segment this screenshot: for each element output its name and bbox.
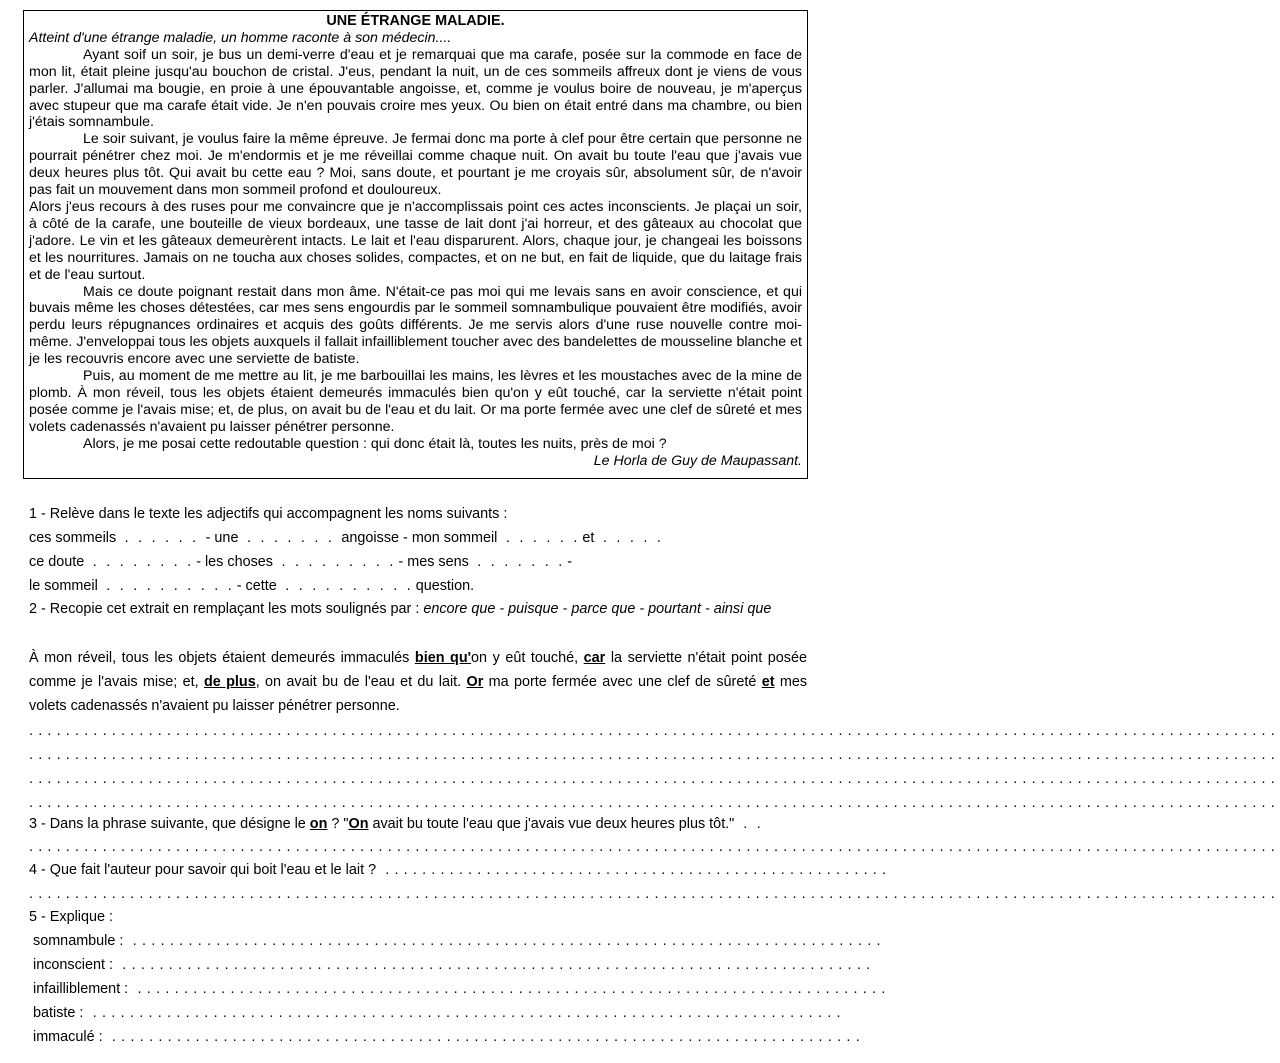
answer-blank[interactable]: ................................................................................. [128, 981, 891, 997]
answer-line[interactable]: ........................................................................................................................................ [29, 771, 1280, 787]
question-2-prompt: 2 - Recopie cet extrait en remplaçant les mots soulignés par : encore que - puisque - parce que - pourtant - ainsi que [29, 601, 772, 617]
underlined-word: de plus [203, 674, 256, 690]
answer-blank[interactable]: . . [734, 816, 762, 832]
answer-blank[interactable]: . . . . . [598, 530, 666, 546]
question-5-prompt: 5 - Explique : [29, 909, 113, 925]
answer-blank[interactable]: ................................................................................. [83, 1005, 846, 1021]
noun-label: - [567, 554, 573, 570]
passage-paragraph: Mais ce doute poignant restait dans mon âme. N'était-ce pas moi qui me levais sans en avoir conscience, et qui buvais même les choses détestées, car mes sens engourdis par le sommeil somnambulique pouvaient être modifiés, avoir perdu leurs répugnances ordinaires et acquis des goûts différents. Je me servis alors d'une ruse nouvelle contre moi-même. J'enveloppai tous les objets auxquels il fallait infailliblement toucher avec des bandelettes de mousseline blanche et je les recouvris encore avec une serviette de batiste. [29, 283, 802, 368]
noun-label: angoisse - mon sommeil [341, 530, 498, 546]
question-1-line-1 [29, 529, 807, 547]
vocab-term: batiste : [33, 1005, 84, 1021]
answer-blank[interactable]: ................................................................................. [102, 1029, 866, 1045]
underlined-word: bien qu' [414, 650, 472, 666]
answer-blank[interactable]: . . . . . . . . . . [280, 578, 416, 594]
noun-label: question. [415, 578, 475, 594]
question-1-line-2 [29, 553, 807, 571]
vocab-term: infailliblement : [33, 981, 129, 997]
reading-passage-box [23, 10, 808, 479]
vocab-item [33, 1028, 866, 1046]
underlined-word: car [583, 650, 606, 666]
passage-source: Le Horla de Guy de Maupassant. [593, 452, 802, 469]
passage-paragraph: Ayant soif un soir, je bus un demi-verre d'eau et je remarquai que ma carafe, posée sur la commode en face de mon lit, était pleine jusqu'au bouchon de cristal. J'eus, pendant la nuit, un de ces sommeils affreux dont je viens de vous parler. J'allumai ma bougie, en proie à une épouvantable angoisse, et, comme je voulus boire de nouveau, je m'aperçus avec stupeur que ma carafe était vide. Je n'en pouvais croire mes yeux. Ou bien on était entré dans ma chambre, ou bien j'étais somnambule. [29, 46, 802, 131]
noun-label: - les choses [196, 554, 273, 570]
vocab-item [33, 980, 891, 998]
answer-line[interactable]: ........................................................................................................................................ [29, 839, 1280, 855]
answer-blank[interactable]: ................................................................................. [123, 933, 886, 949]
passage-title: UNE ÉTRANGE MALADIE. [326, 13, 505, 29]
vocab-term: immaculé : [33, 1029, 103, 1045]
passage-paragraph: Le soir suivant, je voulus faire la même épreuve. Je fermai donc ma porte à clef pour être certain que personne ne pourrait pénétrer chez moi. Je m'endormis et je me réveillai comme chaque nuit. On avait bu toute l'eau que j'avais vue deux heures plus tôt. Qui avait bu cette eau ? Moi, sans doute, et pourtant je me croyais sûr, absolument sûr, de n'avoir pas fait un mouvement dans mon sommeil profond et douloureux. [29, 131, 802, 199]
answer-line[interactable]: ........................................................................................................................................ [29, 886, 1280, 902]
vocab-term: somnambule : [33, 933, 124, 949]
answer-blank[interactable]: . . . . . . [501, 530, 583, 546]
noun-label: - une [205, 530, 239, 546]
question-3-prompt: 3 - Dans la phrase suivante, que désigne le on ? "On avait bu toute l'eau que j'avais vue deux heures plus tôt." . . [29, 816, 762, 832]
replacement-words: encore que - puisque - parce que - pourtant - ainsi que [423, 601, 772, 617]
answer-blank[interactable]: ................................................................................. [113, 957, 876, 973]
answer-blank[interactable]: ....................................................... [376, 862, 892, 878]
passage-intro: Atteint d'une étrange maladie, un homme raconte à son médecin.... [29, 29, 452, 46]
answer-blank[interactable]: . . . . . . . [472, 554, 568, 570]
vocab-term: inconscient : [33, 957, 113, 973]
answer-blank[interactable]: . . . . . . [120, 530, 206, 546]
question-1-line-3 [29, 577, 807, 595]
answer-line[interactable]: ........................................................................................................................................ [29, 723, 1280, 739]
passage-paragraph: Alors, je me posai cette redoutable question : qui donc était là, toutes les nuits, près de moi ? [83, 435, 667, 452]
question-1-prompt: 1 - Relève dans le texte les adjectifs qui accompagnent les noms suivants : [29, 506, 508, 522]
answer-blank[interactable]: . . . . . . . . . . [101, 578, 237, 594]
underlined-word: on [309, 816, 328, 832]
noun-label: et [582, 530, 595, 546]
underlined-word: et [761, 674, 775, 690]
answer-blank[interactable]: . . . . . . . [242, 530, 342, 546]
answer-blank[interactable]: . . . . . . . . . [276, 554, 399, 570]
underlined-word: On [348, 816, 369, 832]
question-4-prompt: 4 - Que fait l'auteur pour savoir qui boit l'eau et le lait ? ....................................................... [29, 862, 892, 878]
vocab-item [33, 932, 886, 950]
vocab-item [33, 1004, 846, 1022]
question-2-extract: À mon réveil, tous les objets étaient demeurés immaculés bien qu'on y eût touché, car la serviette n'était point posée comme je l'avais mise; et, de plus, on avait bu de l'eau et du lait. Or ma porte fermée avec une clef de sûreté et mes volets cadenassés n'avaient pu laisser pénétrer personne. [29, 650, 808, 714]
underlined-word: Or [466, 674, 484, 690]
vocab-item [33, 956, 876, 974]
answer-line[interactable]: ........................................................................................................................................ [29, 795, 1280, 811]
passage-paragraph: Alors j'eus recours à des ruses pour me convaincre que je n'accomplissais point ces actes inconscients. Je plaçai un soir, à côté de la carafe, une bouteille de vieux bordeaux, une tasse de lait dont j'ai horreur, et des gâteaux au chocolat que j'adore. Le vin et les gâteaux demeurèrent intacts. Le lait et l'eau disparurent. Alors, chaque jour, je changeai les boissons et les nourritures. Jamais on ne toucha aux choses solides, compactes, et on ne but, en fait de liquide, que du laitage frais et de l'eau surtout. [29, 198, 802, 283]
noun-label: - mes sens [398, 554, 469, 570]
passage-paragraph: Puis, au moment de me mettre au lit, je me barbouillai les mains, les lèvres et les moustaches avec de la mine de plomb. À mon réveil, tous les objets étaient demeurés immaculés bien qu'on y eût touché, car la serviette n'était point posée comme je l'avais mise; et, de plus, on avait bu de l'eau et du lait. Or ma porte fermée avec une clef de sûreté et mes volets cadenassés n'avaient pu laisser pénétrer personne. [29, 368, 802, 435]
answer-blank[interactable]: . . . . . . . . [88, 554, 197, 570]
answer-line[interactable]: ........................................................................................................................................ [29, 747, 1280, 763]
noun-label: le sommeil [29, 578, 98, 594]
noun-label: ce doute [29, 554, 85, 570]
noun-label: - cette [236, 578, 277, 594]
noun-label: ces sommeils [29, 530, 117, 546]
